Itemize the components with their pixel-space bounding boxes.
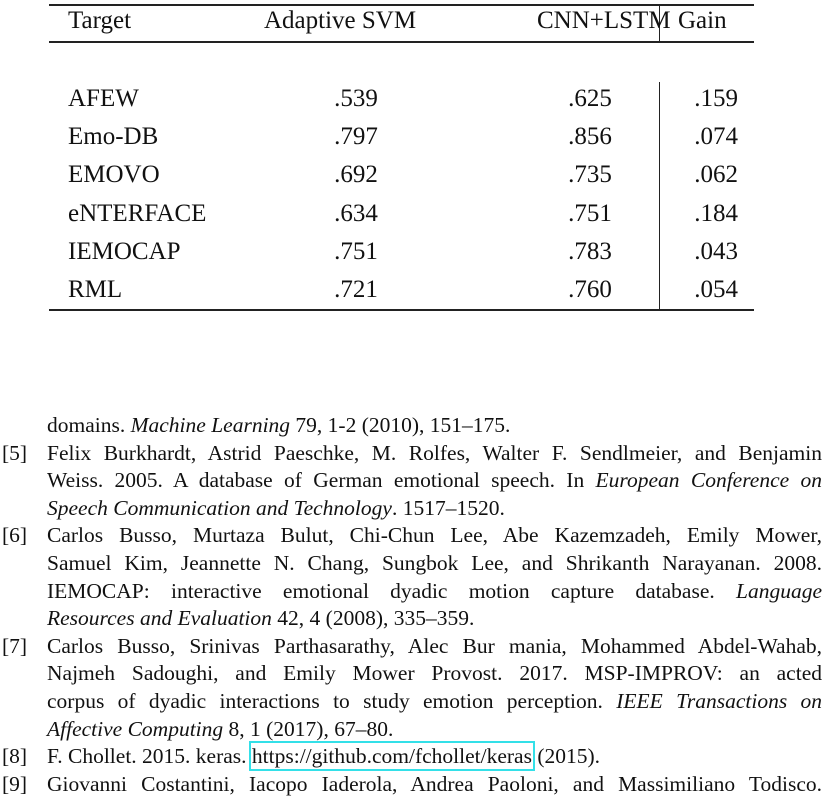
row-target: AFEW (68, 85, 139, 112)
reference-venue: European Conference on (595, 468, 822, 493)
reference-text: . 1517–1520. (391, 495, 505, 520)
reference-line (47, 605, 822, 631)
row-target: RML (68, 276, 123, 303)
row-value: .062 (694, 161, 738, 189)
reference-line (47, 522, 822, 548)
header-cnn-lstm: CNN+LSTM (537, 7, 671, 34)
reference-text: F. Chollet. 2015. keras. (47, 744, 252, 769)
row-value: .856 (568, 123, 612, 151)
body-vertical-divider (659, 82, 660, 310)
reference-text: Najmeh Sadoughi, and Emily Mower Provost. 2017. MSP-IMPROV: an acted (47, 661, 822, 686)
reference-text: 42, 4 (2008), 335–359. (271, 606, 475, 631)
reference-link[interactable]: https://github.com/fchollet/keras (251, 744, 532, 769)
reference-text: corpus of dyadic interactions to study emotion perception. (47, 689, 617, 713)
row-target: EMOVO (68, 161, 160, 189)
reference-text: Carlos Busso, Srinivas Parthasarathy, Alec Bur mania, Mohammed Abdel-Wahab, (47, 633, 822, 658)
row-target: Emo-DB (68, 123, 159, 151)
row-value: .625 (568, 85, 612, 112)
reference-text: Felix Burkhardt, Astrid Paeschke, M. Rolfes, Walter F. Sendlmeier, and Benjamin (47, 440, 822, 465)
reference-number: [6] (2, 523, 28, 548)
reference-line (47, 440, 822, 466)
reference-line (47, 467, 822, 493)
reference-text: IEMOCAP: interactive emotional dyadic motion capture database. (47, 578, 736, 603)
reference-text: Carlos Busso, Murtaza Bulut, Chi-Chun Lee, Abe Kazemzadeh, Emily Mower, (47, 523, 822, 548)
reference-text: domains. (47, 413, 131, 437)
reference-line (47, 716, 822, 742)
reference-line (47, 578, 822, 604)
row-value: .184 (694, 199, 738, 227)
row-value: .797 (334, 123, 378, 151)
reference-line (47, 550, 822, 576)
row-value: .735 (568, 161, 612, 189)
row-value: .721 (334, 276, 378, 303)
header-rule (49, 41, 754, 43)
reference-venue: Speech Communication and Technology (47, 495, 392, 520)
header-gain: Gain (678, 7, 727, 34)
reference-number: [7] (2, 633, 28, 658)
row-value: .634 (334, 199, 378, 227)
reference-venue: Affective Computing (47, 716, 224, 741)
row-value: .054 (694, 276, 738, 303)
reference-number: [8] (2, 744, 28, 769)
reference-line (47, 495, 822, 521)
reference-line (47, 771, 822, 797)
bottom-rule (49, 309, 754, 311)
reference-line (47, 633, 822, 659)
reference-venue: Resources and Evaluation (47, 606, 272, 631)
row-value: .760 (568, 276, 612, 303)
reference-venue: Language (736, 578, 822, 603)
reference-line (47, 743, 822, 769)
row-value: .043 (694, 237, 738, 265)
reference-line (47, 412, 822, 438)
row-value: .751 (568, 199, 612, 227)
row-value: .783 (568, 237, 612, 265)
reference-text: Giovanni Costantini, Iacopo Iaderola, Andrea Paoloni, and Massimiliano Todisco. (47, 771, 822, 796)
header-target: Target (68, 7, 132, 34)
reference-text: 79, 1-2 (2010), 151–175. (290, 413, 511, 437)
reference-text: 8, 1 (2017), 67–80. (223, 716, 394, 741)
reference-line (47, 660, 822, 686)
reference-number: [9] (2, 771, 28, 796)
reference-number: [5] (2, 440, 28, 465)
reference-venue: IEEE Transactions on (616, 689, 822, 713)
row-value: .159 (694, 85, 738, 112)
row-target: eNTERFACE (68, 199, 207, 227)
header-adaptive-svm: Adaptive SVM (264, 7, 417, 34)
reference-text: Samuel Kim, Jeannette N. Chang, Sungbok Lee, and Shrikanth Narayanan. 2008. (47, 551, 822, 575)
reference-line (47, 688, 822, 714)
row-value: .692 (334, 161, 378, 189)
reference-text: Weiss. 2005. A database of German emotional speech. In (47, 468, 596, 493)
row-target: IEMOCAP (68, 237, 181, 265)
row-value: .751 (334, 237, 378, 265)
reference-text: (2015). (531, 744, 601, 769)
row-value: .539 (334, 85, 378, 112)
reference-venue: Machine Learning (130, 413, 291, 437)
row-value: .074 (694, 123, 738, 151)
